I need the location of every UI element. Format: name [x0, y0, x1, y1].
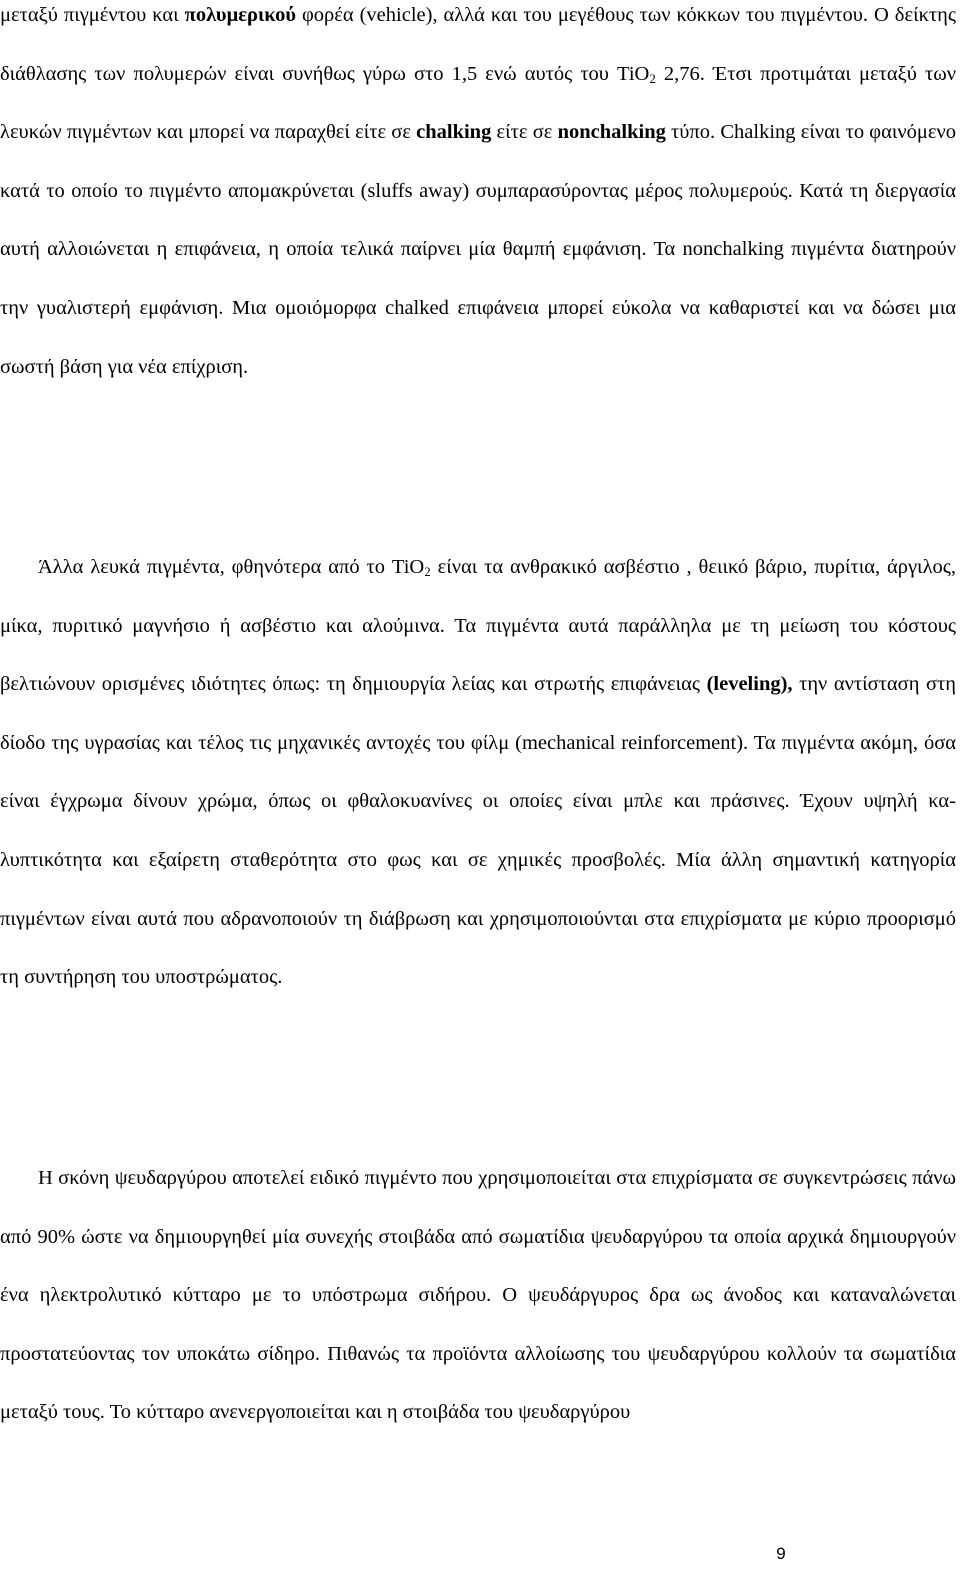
subscript: 2 [424, 564, 431, 579]
bold-term: chalking [416, 121, 492, 144]
bold-term: nonchalking [557, 121, 666, 144]
text-run: είναι τα ανθρακικό ασβέστιο , θειικό βάριο, πυρίτια, άργιλος, μίκα, πυριτικό μαγνήσιο ή ασβέστιο και αλούμινα. Τα πιγμέντα αυτά παράλληλα με τη μείωση του κόστους βελτιώνουν ορισμένες ιδιότητες όπως: τη δημιουργία λείας και στρωτής επιφάνειας [0, 556, 957, 696]
text-run: Η σκόνη ψευδαργύρου αποτελεί ειδικό πιγμέντο που χρησιμοποιείται στα επιχρίσματα σε συγκεντρώσεις πάνω από 90% ώστε να δημιουργηθεί μία συνεχής στοιβάδα από σωματίδια ψευδαργύρου τα οποία αρχικά δημιουργούν ένα ηλεκτρολυτικό κύτταρο με το υπόστρωμα σιδήρου. Ο ψευδάργυρος δρα ως άνοδος και καταναλώνεται προστατεύοντας τον υποκάτω σίδηρο. Πιθανώς τα προϊόντα αλλοίωσης του ψευδαργύρου κολλούν τα σωματίδια μεταξύ τους. Το κύτταρο ανενεργοποιείται και η στοιβάδα του ψευδαργύρου [0, 1167, 956, 1424]
page-number: 9 [776, 1544, 786, 1563]
text-run: 2,76. Έτσι προτιμάται μεταξύ των λευκών πιγμέντων και μπορεί να παραχθεί είτε σε [0, 62, 956, 144]
text-run: είτε σε [491, 121, 558, 144]
paragraph-3 [0, 1149, 956, 1442]
subscript: 2 [649, 70, 656, 86]
bold-term: πολυμερικού [184, 4, 296, 26]
text-run: μεταξύ πιγμέντου και [0, 4, 185, 26]
paragraph-1 [0, 0, 956, 396]
text-run: την αντίσταση στη δίοδο της υγρασίας και τέλος τις μηχανικές αντοχές του φίλμ (mechanical reinforcement). Τα πιγμέντα ακόμη, όσα είναι έγχρωμα δίνουν χρώμα, όπως οι φθαλοκυανίνες οι οποίες είναι μπλε και πράσινες. Έχουν υψηλή κα-λυπτικότητα και εξαίρετη σταθερότητα στο φως και σε χημικές προσβολές. Μία άλλη σημαντική κατηγορία πιγμέντων είναι αυτά που αδρανοποιούν τη διάβρωση και χρησιμοποιούνται στα επιχρίσματα με κύριο προορισμό τη συντήρηση του υποστρώματος. [0, 673, 956, 989]
text-run: τύπο. Chalking είναι το φαινόμενο κατά το οποίο το πιγμέντο απομακρύνεται (sluffs away) συμπαρασύροντας μέρος πολυμερούς. Κατά τη διεργασία αυτή αλλοιώνεται η επιφάνεια, η οποία τελικά παίρνει μία θαμπή εμφάνιση. Τα nonchalking πιγμέντα διατηρούν την γυαλιστερή εμφάνιση. Μια ομοιόμορφα chalked επιφάνεια μπορεί εύκολα να καθαριστεί και να δώσει μια σωστή βάση για νέα επίχριση. [0, 121, 957, 378]
text-run: φορέα (vehicle), αλλά και του μεγέθους των κόκκων του πιγμέντου. Ο δείκτης διάθλασης των πολυμερών είναι συνήθως γύρω στο 1,5 ενώ αυτός του TiO [0, 4, 957, 85]
bold-term: (leveling), [706, 673, 793, 696]
paragraph-2 [0, 538, 956, 1007]
text-run: Άλλα λευκά πιγμέντα, φθηνότερα από το TiO [38, 556, 425, 578]
